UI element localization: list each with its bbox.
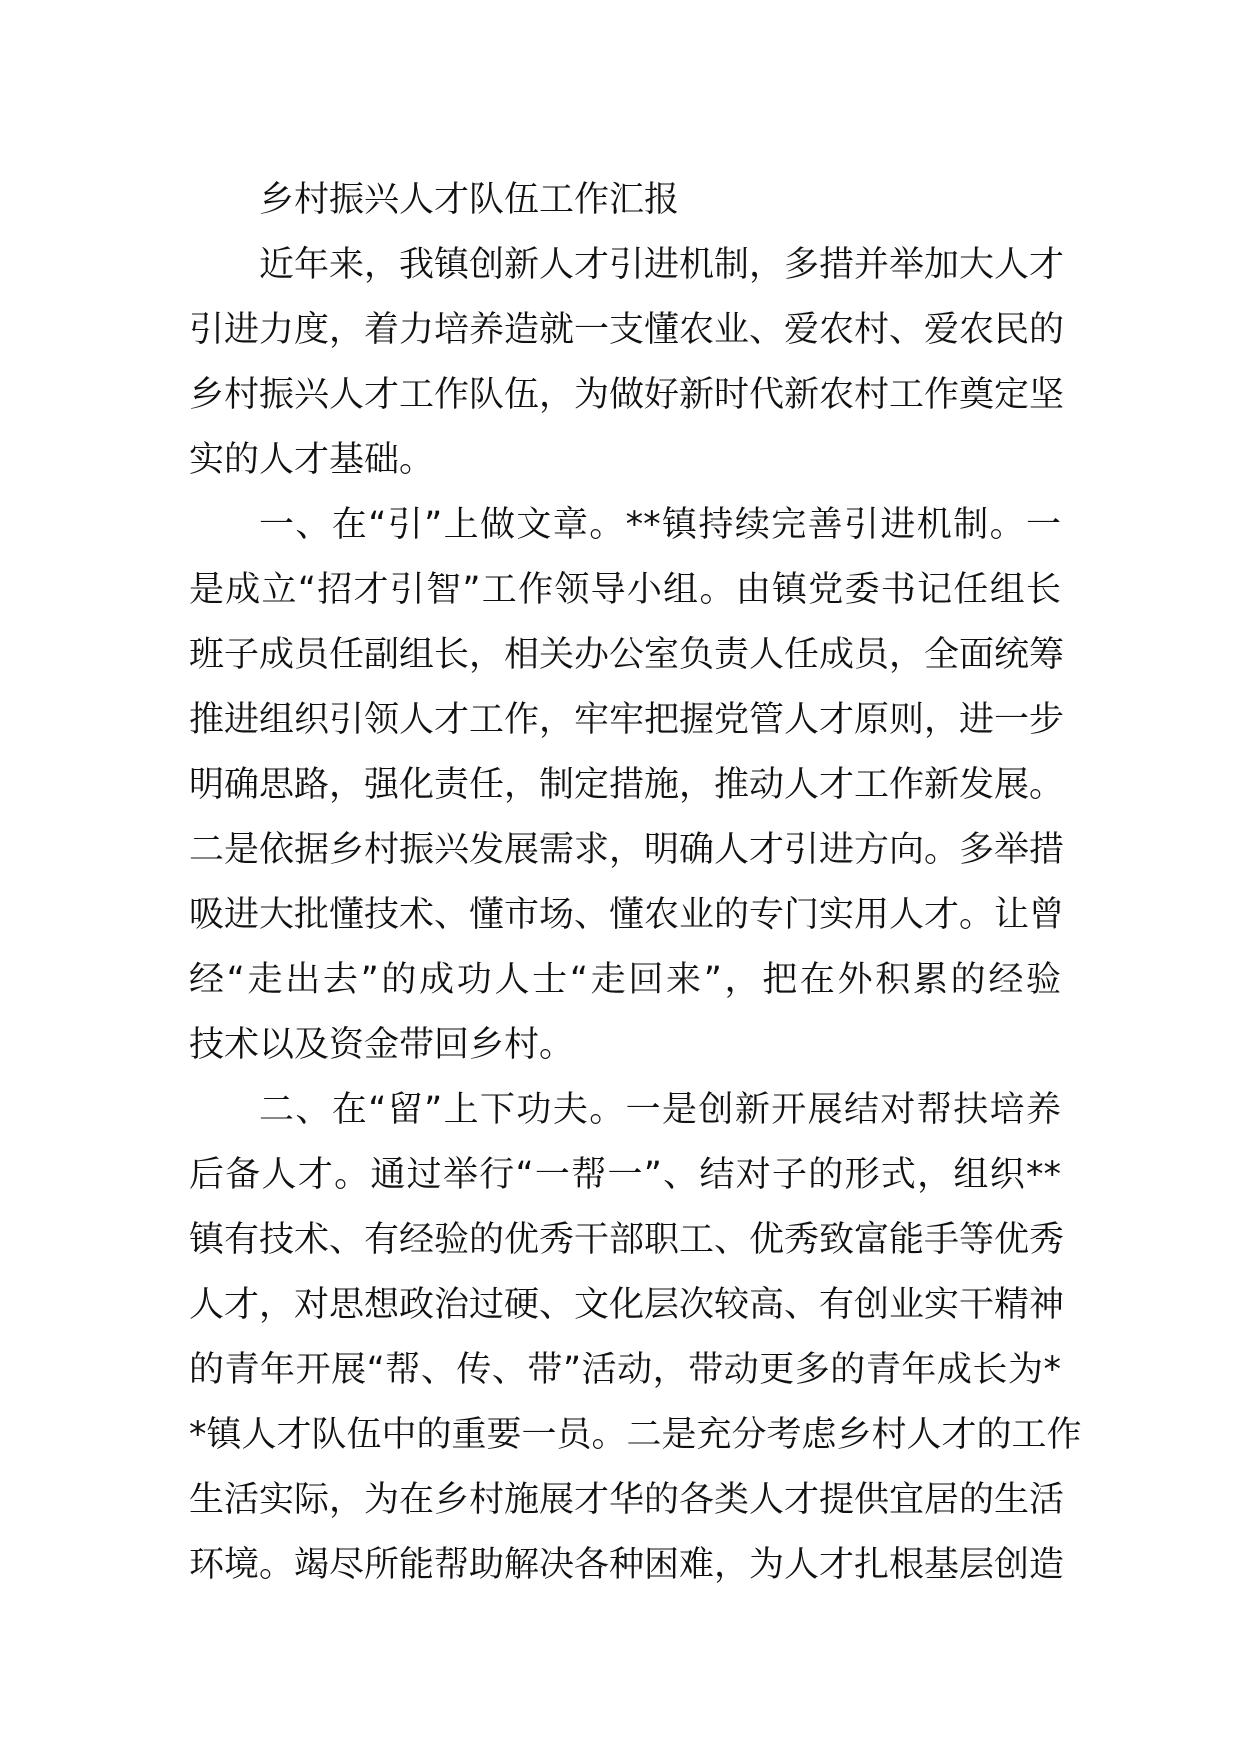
document-body bbox=[189, 168, 1082, 1598]
paragraph-line: 人才，对思想政治过硬、文化层次较高、有创业实干精神 bbox=[189, 1285, 1065, 1325]
paragraph-line: 推进组织引领人才工作，牢牢把握党管人才原则，进一步 bbox=[189, 700, 1065, 740]
paragraph-line: 后备人才。通过举行“一帮一”、结对子的形式，组织** bbox=[189, 1155, 1061, 1195]
paragraph-line: 镇有技术、有经验的优秀干部职工、优秀致富能手等优秀 bbox=[189, 1220, 1065, 1260]
paragraph-line: 班子成员任副组长，相关办公室负责人任成员，全面统筹 bbox=[189, 635, 1065, 675]
paragraph-line: 乡村振兴人才工作队伍，为做好新时代新农村工作奠定坚 bbox=[189, 375, 1065, 415]
paragraph-line: 一、在“引”上做文章。**镇持续完善引进机制。一 bbox=[259, 505, 1061, 545]
paragraph-line: 是成立“招才引智”工作领导小组。由镇党委书记任组长 bbox=[189, 570, 1061, 610]
paragraph-line: 生活实际，为在乡村施展才华的各类人才提供宜居的生活 bbox=[189, 1480, 1065, 1520]
paragraph-line: 引进力度，着力培养造就一支懂农业、爱农村、爱农民的 bbox=[189, 310, 1065, 350]
paragraph-line: 二是依据乡村振兴发展需求，明确人才引进方向。多举措 bbox=[189, 830, 1065, 870]
paragraph-intro bbox=[189, 233, 1065, 493]
paragraph-line: 环境。竭尽所能帮助解决各种困难，为人才扎根基层创造 bbox=[189, 1545, 1065, 1585]
paragraph-line: 的青年开展“帮、传、带”活动，带动更多的青年成长为* bbox=[189, 1350, 1061, 1390]
paragraph-line: 二、在“留”上下功夫。一是创新开展结对帮扶培养 bbox=[259, 1090, 1061, 1130]
paragraph-section-one bbox=[189, 493, 1065, 1078]
paragraph-line: 技术以及资金带回乡村。 bbox=[189, 1025, 575, 1065]
paragraph-line: 经“走出去”的成功人士“走回来”，把在外积累的经验 bbox=[189, 960, 1061, 1000]
paragraph-line: 实的人才基础。 bbox=[189, 440, 435, 480]
document-title: 乡村振兴人才队伍工作汇报 bbox=[259, 180, 680, 220]
paragraph-line: *镇人才队伍中的重要一员。二是充分考虑乡村人才的工作 bbox=[189, 1415, 1082, 1455]
paragraph-section-two bbox=[189, 1078, 1082, 1598]
paragraph-line: 近年来，我镇创新人才引进机制，多措并举加大人才 bbox=[259, 245, 1065, 285]
paragraph-line: 吸进大批懂技术、懂市场、懂农业的专门实用人才。让曾 bbox=[189, 895, 1065, 935]
paragraph-line: 明确思路，强化责任，制定措施，推动人才工作新发展。 bbox=[189, 765, 1065, 805]
